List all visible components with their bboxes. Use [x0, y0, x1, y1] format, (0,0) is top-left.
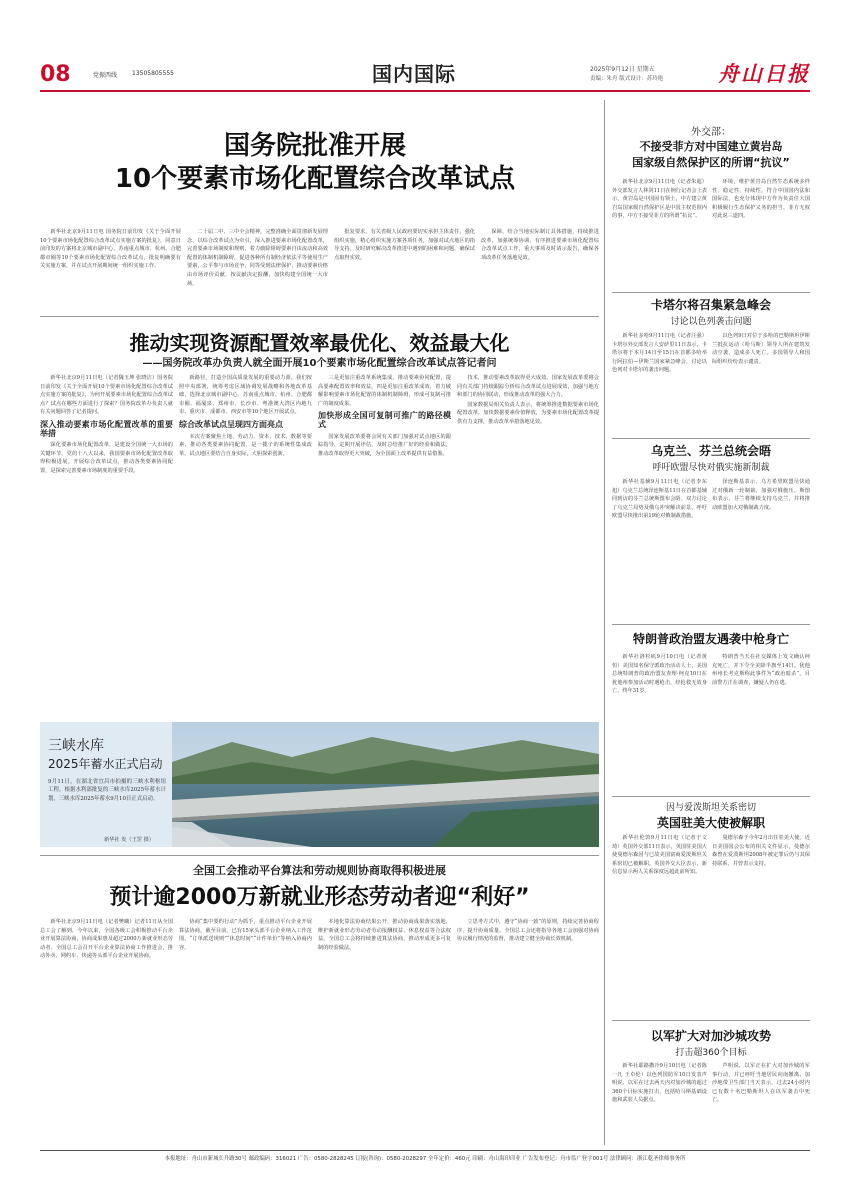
header-rule — [40, 90, 810, 92]
editors-line: 责编：朱舟 版式设计：苏玲艳 — [590, 76, 664, 82]
lead-column-1: 新华社北京9月11日电 国务院日前印发《关于全面开展10个要素市场化配置综合改革试点实施方案的批复》，同意日前印发的方案将北京城市副中心、苏南重点城市、杭州、合肥都市圈等10个要素市场化配置综合改革试点，批复明确要有关实施方案，并在试点开展期间统一组织实施工作。 — [40, 229, 181, 270]
right2-subtitle: 讨论以色列袭击问题 — [670, 317, 752, 327]
right3-column-1: 新华社基辅9月11日电（记者李东旭）乌克兰总统泽连斯基11日在首都基辅同到访的芬兰总统斯图布会晤。双方讨论了乌克兰局势及俄乌冲突解决前景，呼吁欧盟尽快推出第19轮对俄制裁措施。 — [612, 479, 707, 520]
employment-column-4: 立思考方式中，遵守“协商一致”的原则，持续完善协商程序，提升协商质量。全国总工会还将指导各地工会加强对协商协议履行情况的监督，推动建立健全协商长效机制。 — [457, 919, 599, 943]
lead-title-line2: 10个要素市场化配置综合改革试点 — [114, 164, 516, 194]
feature-col1-subhead: 深入推动要素市场化配置改革的重要举措 — [40, 419, 173, 438]
feature-title: 推动实现资源配置效率最优化、效益最大化 — [129, 331, 510, 355]
right1-title-line1: 不接受菲方对中国建立黄岩岛 — [639, 140, 783, 153]
feature-subtitle: ——国务院改革办负责人就全面开展10个要素市场化配置综合改革试点答记者问 — [142, 358, 497, 369]
photo-subtitle: 2025年蓄水正式启动 — [48, 757, 163, 771]
footer-rule — [40, 1150, 810, 1151]
employment-title: 预计逾2000万新就业形态劳动者迎“利好” — [109, 885, 530, 910]
right1-column-2: 环境，维护黄岩岛自然生态系统多样性、稳定性、持续性，符合中国国内法和国际法，也充分体现中方作为负责任大国积极履行生态保护义务的担当。菲方无权对此说三道四。 — [712, 179, 810, 220]
feature-column-4: 技术，推动要素改革取得更大成效。国家发展改革委将会同有关部门持续跟踪分析综合改革试点进展成效，加强与地方和部门的协同联动，形成推动改革的强大合力。 国家数据局相关负责人表示，将统筹推进数据要素市场化配置改革，加快数据要素价值释放，为要素市场化配置改革提供有力支撑，推动改革举措落地见效。 — [457, 375, 599, 425]
photo-caption: 9月11日，在湖北省宜昌市拍摄的三峡水利枢纽工程。根据水利部批复的三峡水库2025年蓄水计划，三峡水库2025年蓄水9月10日正式启动。 — [48, 779, 166, 802]
right4-column-1: 新华社洛杉矶9月10日电（记者黄恒）美国知名保守派政治活动人士、美国总统特朗普的政治盟友查理·柯克10日在犹他州参加活动时遇枪击，经抢救无效身亡，终年31岁。 — [612, 654, 707, 695]
lead-title-line1: 国务院批准开展 — [223, 131, 406, 161]
employment-column-1: 新华社北京9月11日电（记者樊曦）记者11日从全国总工会了解到，今年以来，全国各级工会积极推动平台企业开展算法协商，协商成果惠及超过2000万新就业形态劳动者。全国总工会召开平台企业算法协商工作推进会，推动外卖、网约车、快递等头部平台企业开展协商。 — [40, 919, 173, 960]
footer-info: 本报地址：舟山市新城长升路30号 邮政编码：316021 广告：0580-2828245 订报(咨询)：0580-2028297 全年定价：460元 印刷：舟山海印印业 广告发布登记：舟市监广登字001号 法律顾问：浙江乾圣律师事务所 — [164, 1156, 686, 1162]
right3-subtitle: 呼吁欧盟尽快对俄实施新制裁 — [652, 463, 770, 473]
feature-column-1: 新华社北京9月11日电（记者魏玉坤 张晓洁）国务院日前印发《关于全面开展10个要素市场化配置综合改革试点实施方案的批复》，为何开展要素市场化配置综合改革试点？试点在哪些方面进行了探索？国务院改革办负责人就有关问题回答了记者提问。 深入推动要素市场化配置改革的重要举措 深化要素市场化配置改革，是建设全国统一大市场的关键环节。党的十八大以来，我国要素市场化配置改革取得积极进展。开展综合改革试点，推动各类要素协同配置，是探索完善要素市场制度的重要手段。 — [40, 375, 173, 474]
right3-column-2: 泽连斯基表示，乌方希望欧盟尽快通过对俄新一轮制裁，加强对俄施压。斯图布表示，芬兰将继续支持乌克兰，并将推动欧盟加大对俄制裁力度。 — [712, 479, 810, 511]
right-column-divider — [604, 100, 605, 1145]
section-name: 国内国际 — [372, 62, 456, 86]
right4-column-2: 特朗普当天在社交媒体上发文确认柯克死亡，并下令全美降半旗至14日。犹他州州长考克斯称此事件为“政治暗杀”。目前警方正在调查，嫌疑人仍在逃。 — [712, 654, 810, 686]
right2-title: 卡塔尔将召集紧急峰会 — [650, 298, 771, 312]
right3-title: 乌克兰、芬兰总统会晤 — [650, 444, 771, 458]
lead-column-4: 保障，结合当地实际制订具体措施，持续推进改革，加强统筹协调，有序推进要素市场化配置综合改革试点工作，重大事项及时请示报告，确保各项改革任务落地见效。 — [481, 229, 599, 261]
right2-column-1: 新华社多哈9月11日电（记者汪强）卡塔尔外交部发言人安萨里11日表示，卡塔尔将于本月14日至15日在首都多哈举行阿拉伯—伊斯兰国家紧急峰会，讨论以色列对卡塔尔的袭击问题。 — [612, 333, 707, 374]
right6-subtitle: 打击超360个目标 — [675, 1048, 747, 1058]
feature-col2-subhead: 综合改革试点呈现四方面亮点 — [179, 419, 283, 429]
employment-divider — [40, 855, 599, 856]
right1-title-line2: 国家级自然保护区的所谓“抗议” — [632, 156, 790, 169]
photo-title: 三峡水库 — [48, 738, 104, 754]
right6-column-1: 新华社耶路撒冷9月10日电（记者陈一凡 王卓伦）以色列国防军10日发表声明说，以军在过去两天内对加沙城的超过360个目标实施打击，包括哈马斯基础设施和武装人员据点。 — [612, 1063, 707, 1104]
right6-divider — [612, 1020, 810, 1021]
feature-col3-subhead: 加快形成全国可复制可推广的路径模式 — [318, 411, 451, 429]
lead-column-2: 二十届二中、三中全会精神，完整准确全面贯彻新发展理念，以综合改革试点为牵引，深入推进要素市场化配置改革，完善要素市场制度和规则，着力破除阻碍要素自由流动和高效配置的体制机制障碍，促进各种所有制经济依法平等使用生产要素，公平参与市场竞争，同等受到法律保护，推动要素价格由市场评价贡献、按贡献决定报酬，加快构建全国统一大市场。 — [187, 229, 328, 287]
right3-divider — [612, 438, 810, 439]
right6-title: 以军扩大对加沙城攻势 — [650, 1029, 771, 1043]
right2-divider — [612, 292, 810, 293]
right5-title: 英国驻美大使被解职 — [656, 816, 765, 830]
employment-column-3: 本地化算法协商结果公开，推动协商成果落实落地，维护新就业形态劳动者劳动报酬权益、休息权益等合法权益。全国总工会将持续推进算法协商，推动形成更多可复制的经验做法。 — [318, 919, 451, 951]
right5-column-2: 曼德尔森于今年2月出任驻美大使。近日美国国会公布的相关文件显示，曼德尔森曾在爱泼斯坦2008年被定罪后仍与其保持联系，并曾表示支持。 — [712, 835, 810, 867]
right5-divider — [612, 796, 810, 797]
right1-column-1: 新华社北京9月11日电（记者朱超）外交部发言人林剑11日在例行记者会上表示，黄岩岛是中国固有领土，中方建立黄岩岛国家级自然保护区是中国主权范围内的事，中方不接受菲方的所谓“抗议”。 — [612, 179, 707, 220]
issue-date: 2025年9月12日 星期五 — [590, 66, 655, 73]
feature-column-3: 三是更加注重改革系统集成，推动要素协同配置，提高要素配置效率和效益。四是更加注重改革成效，着力破解影响要素市场化配置的体制机制障碍，形成可复制可推广的制度成果。 加快形成全国可复制可推广的路径模式 国家发展改革委将会同有关部门加强对试点地区的跟踪指导，定期开展评估，及时总结推广好的经验和做法，推动改革取得更大突破，为全国面上改革提供有益借鉴。 — [318, 375, 451, 457]
duty-editor: 党振西线 — [93, 72, 118, 79]
right4-divider — [612, 624, 810, 625]
masthead-logo: 舟山日报 — [718, 61, 810, 86]
hotline-phone: 13505805555 — [132, 70, 174, 77]
right5-kicker: 因与爱泼斯坦关系密切 — [665, 803, 756, 813]
lead-column-3: 批复要求，有关省级人民政府要切实承担主体责任，强化组织实施，精心组织实施方案各项任务，加强对试点地区的指导支持，及时研究解决改革推进中遇到的困难和问题，确保试点取得实效。 — [334, 229, 475, 261]
lead-divider — [40, 316, 599, 317]
three-gorges-dam-photo — [172, 722, 599, 847]
employment-kicker: 全国工会推动平台算法和劳动规则协商取得积极进展 — [193, 864, 446, 877]
right4-title: 特朗普政治盟友遇袭中枪身亡 — [632, 632, 789, 646]
page-number: 08 — [40, 62, 71, 87]
feature-column-2: 新路径，打造全国高质量发展的重要动力源。我们按照中央部署，统筹考虑区域协调发展战略和各地改革基础，选择北京城市副中心、苏南重点城市、杭州、合肥都市圈、福厦泉、郑州市、长沙市、粤港澳大湾区内地九市、重庆市、成都市、西安市等10个地区开展试点。 综合改革试点呈现四方面亮点 本次方案聚焦土地、劳动力、资本、技术、数据等要素，推动各类要素协同配置，是一揽子的系统性集成改革。试点地区要结合自身实际，大胆探索创新。 — [179, 375, 312, 457]
right6-column-2: 声明说，以军正在扩大对加沙城的军事行动，并已呼吁当地居民向南撤离。加沙地带卫生部门当天表示，过去24小时内已有数十名巴勒斯坦人在以军袭击中死亡。 — [712, 1063, 810, 1104]
photo-credit: 新华社 发（王罡 摄） — [104, 837, 154, 843]
right5-column-1: 新华社伦敦9月11日电（记者于文琦）英国外交部11日表示，英国驻美国大使曼德尔森因与已故美国富商爱泼斯坦关系密切已被解职。英国外交大臣表示，新信息显示两人关系深度远超此前所知。 — [612, 835, 707, 876]
right1-kicker: 外交部： — [691, 127, 731, 138]
employment-column-2: 协商“集中要约行动”为抓手，重点推动平台企业开展算法协商。截至目前，已有15家头部平台企业纳入工作范围，“订单派送规则”“休息时间”“计件单价”等纳入协商内容。 — [179, 919, 312, 951]
right2-column-2: 以色列9日对位于多哈的巴勒斯坦伊斯兰抵抗运动（哈马斯）领导人所在建筑发动空袭，造成多人死亡。多国领导人和国际组织纷纷表示谴责。 — [712, 333, 810, 365]
